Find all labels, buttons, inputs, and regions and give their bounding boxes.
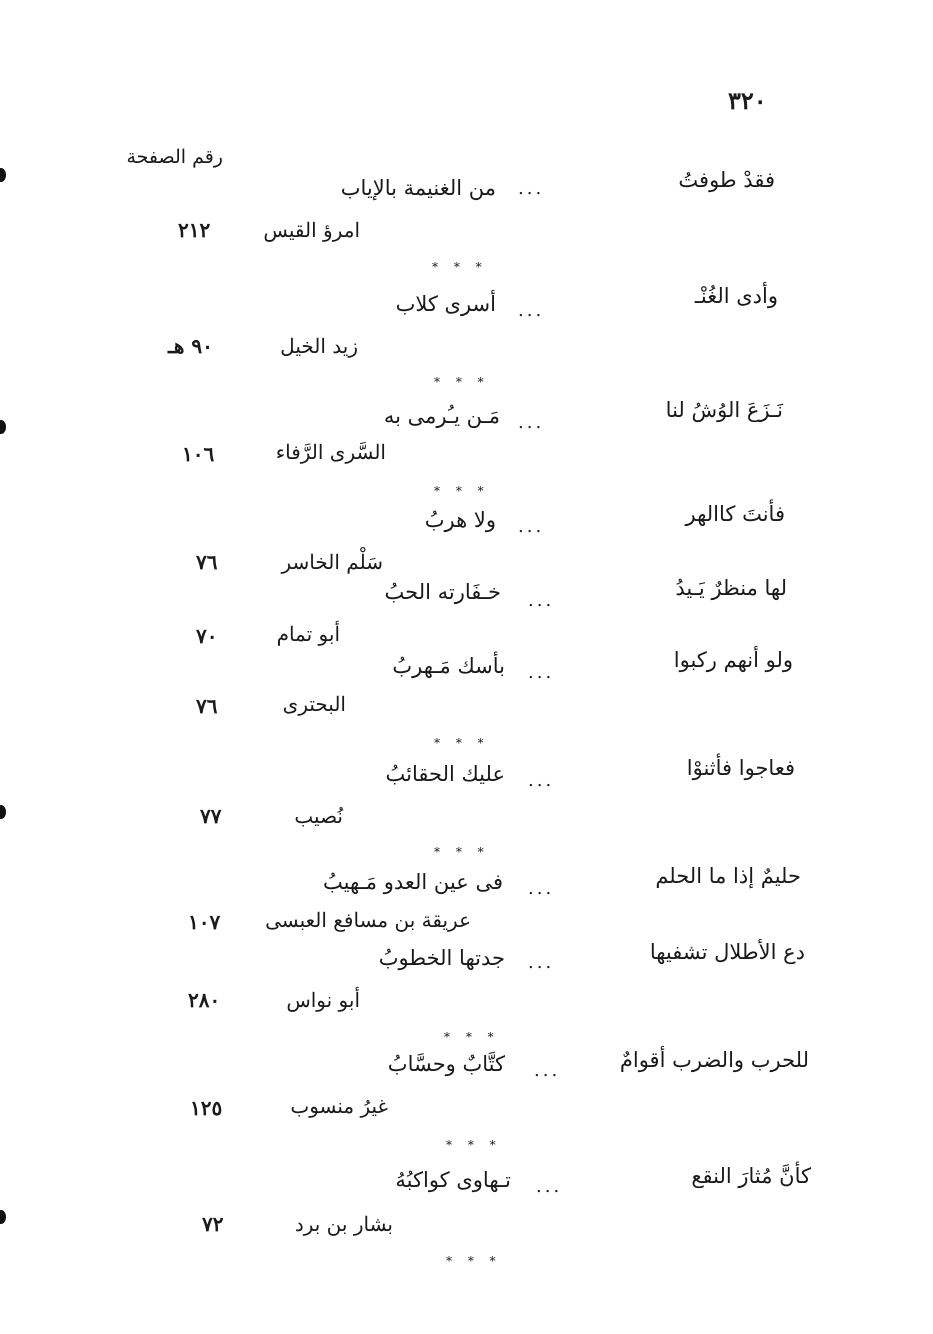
poet-name: غيرُ منسوب xyxy=(290,1094,388,1118)
section-separator: * * * xyxy=(434,736,490,750)
page-number: ٣٢٠ xyxy=(728,86,767,115)
verse-first-hemistich: للحرب والضرب أقوامٌ xyxy=(619,1048,809,1072)
page-reference: ٩٠ هـ xyxy=(168,334,213,358)
verse-first-hemistich: دع الأطلال تشفيها xyxy=(649,940,805,964)
verse-first-hemistich: وأدى الغُنْـ xyxy=(694,284,778,308)
section-separator: * * * xyxy=(434,375,490,389)
ellipsis: ... xyxy=(528,770,555,791)
poet-name: البحترى xyxy=(282,692,346,716)
poet-name: أبو تمام xyxy=(276,622,340,646)
verse-second-hemistich: جدتها الخطوبُ xyxy=(378,946,505,970)
page-column-header: رقم الصفحة xyxy=(126,146,223,168)
verse-first-hemistich: فعاجوا فأثنوْا xyxy=(686,756,795,780)
punch-hole-mark xyxy=(0,805,6,819)
poet-name: نُصيب xyxy=(294,804,343,828)
section-separator: * * * xyxy=(434,484,490,498)
verse-second-hemistich: من الغنيمة بالإياب xyxy=(340,176,496,200)
section-separator: * * * xyxy=(432,260,488,274)
verse-first-hemistich: لها منظرٌ يَـيدُ xyxy=(675,576,787,600)
poet-name: امرؤ القيس xyxy=(263,218,360,242)
page-reference: ٧٠ xyxy=(196,624,218,648)
ellipsis: ... xyxy=(528,590,555,611)
poet-name: السَّرى الرَّفاء xyxy=(275,440,386,464)
verse-second-hemistich: فى عين العدو مَـهيبُ xyxy=(323,870,503,894)
ellipsis: ... xyxy=(528,662,555,683)
page-reference: ٧٦ xyxy=(196,694,218,718)
verse-second-hemistich: مَـن يـُرمى به xyxy=(383,404,500,428)
ellipsis: ... xyxy=(528,878,555,899)
ellipsis: ... xyxy=(536,1176,563,1197)
ellipsis: ... xyxy=(518,412,545,433)
verse-second-hemistich: كتَّابٌ وحسَّابُ xyxy=(387,1052,505,1076)
page-reference: ١٢٥ xyxy=(190,1096,223,1120)
ellipsis: ... xyxy=(518,516,545,537)
page-reference: ٧٢ xyxy=(202,1212,224,1236)
punch-hole-mark xyxy=(0,168,6,182)
poet-name: عريقة بن مسافع العبسى xyxy=(265,908,471,932)
verse-first-hemistich: نَـزَعَ الوُشُ لنا xyxy=(665,398,783,422)
verse-first-hemistich: فأنتَ كاالهر xyxy=(685,502,785,526)
ellipsis: ... xyxy=(518,300,545,321)
punch-hole-mark xyxy=(0,1210,6,1224)
poet-name: أبو نواس xyxy=(286,988,360,1012)
verse-first-hemistich: فقدْ طوفتُ xyxy=(678,168,775,192)
verse-second-hemistich: عليك الحقائبُ xyxy=(385,762,505,786)
section-separator: * * * xyxy=(446,1138,502,1152)
page-reference: ٧٦ xyxy=(196,550,218,574)
section-separator: * * * xyxy=(446,1254,502,1268)
verse-first-hemistich: ولو أنهم ركبوا xyxy=(673,648,793,672)
verse-second-hemistich: ولا هربُ xyxy=(424,508,496,532)
page-reference: ٧٧ xyxy=(200,804,222,828)
verse-first-hemistich: حليمٌ إذا ما الحلم xyxy=(655,864,801,888)
page-reference: ١٠٦ xyxy=(182,442,215,466)
ellipsis: ... xyxy=(528,952,555,973)
verse-second-hemistich: بأسك مَـهربُ xyxy=(392,654,505,678)
punch-hole-mark xyxy=(0,420,6,434)
verse-second-hemistich: خـفَارته الحبُ xyxy=(384,580,501,604)
page-reference: ٢٨٠ xyxy=(188,988,221,1012)
poet-name: بشار بن برد xyxy=(294,1212,393,1236)
page-reference: ١٠٧ xyxy=(188,910,221,934)
verse-second-hemistich: أسرى كلاب xyxy=(395,292,496,316)
section-separator: * * * xyxy=(444,1030,500,1044)
ellipsis: ... xyxy=(518,178,545,199)
poet-name: زيد الخيل xyxy=(280,334,358,358)
section-separator: * * * xyxy=(434,845,490,859)
poet-name: سَلْم الخاسر xyxy=(281,550,383,574)
ellipsis: ... xyxy=(534,1060,561,1081)
page-reference: ٢١٢ xyxy=(178,218,211,242)
verse-first-hemistich: كأنَّ مُثارَ النقع xyxy=(691,1164,811,1188)
verse-second-hemistich: تـهاوى كواكبُهُ xyxy=(395,1168,511,1192)
